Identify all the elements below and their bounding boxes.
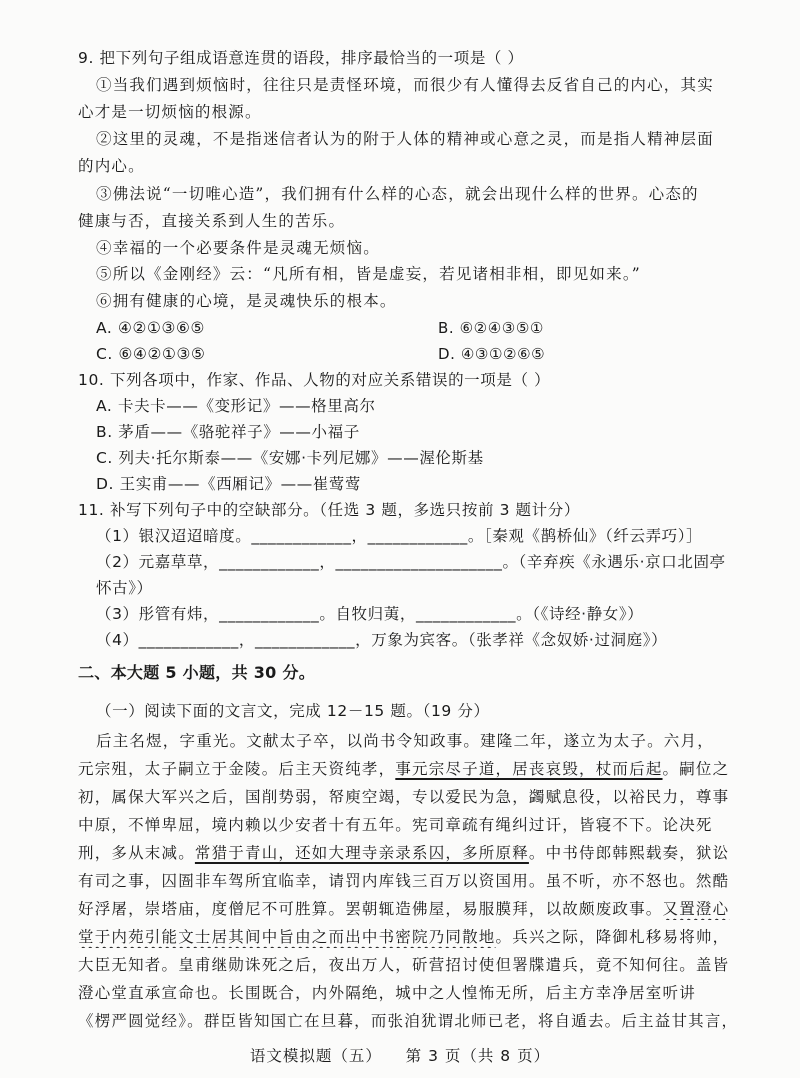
passage-line-1: 后主名煜，字重光。文献太子卒，以尚书令知政事。建隆二年，遂立为太子。六月， [96,732,714,750]
q10-option-d: D. 王实甫——《西厢记》——崔莺莺 [96,475,362,493]
passage-line-3: 初，属保大军兴之后，国削势弱，帑庾空竭，专以爱民为急，蠲赋息役，以裕民力，尊事 [78,788,730,806]
passage-line-5: 刑，多从末减。常猎于青山，还如大理寺亲录系囚，多所原释。中书侍郎韩熙载奏，狱讼 [78,844,730,862]
q9-sentence-3a: ③佛法说“一切唯心造”，我们拥有什么样的心态，就会出现什么样的世界。心态的 [96,185,699,203]
page-footer [0,1044,800,1066]
section-2-subtitle: （一）阅读下面的文言文，完成 12－15 题。（19 分） [96,702,490,720]
section-2-title: 二、本大题 5 小题，共 30 分。 [78,663,316,682]
q10-option-a: A. 卡夫卡——《变形记》——格里高尔 [96,397,376,415]
q9-sentence-2a: ②这里的灵魂，不是指迷信者认为的附于人体的精神或心意之灵，而是指人精神层面 [96,130,714,148]
q9-stem: 9. 把下列句子组成语意连贯的语段，排序最恰当的一项是（ ） [78,49,524,67]
passage-line-4: 中原，不惮卑屈，境内赖以少安者十有五年。宪司章疏有绳纠过讦，皆寝不下。论决死 [78,816,713,834]
q11-stem: 11. 补写下列句子中的空缺部分。（任选 3 题，多选只按前 3 题计分） [78,501,580,519]
passage-wavy-underline-a: 又置澄心 [662,900,730,918]
q11-item-1: （1）银汉迢迢暗度。____________，____________。［秦观《鹊桥仙》（纤云弄巧）］ [96,527,703,545]
q9-option-a: A. ④②①③⑥⑤ [96,319,205,337]
q9-sentence-6: ⑥拥有健康的心境，是灵魂快乐的根本。 [96,292,397,310]
passage-line-10: 澄心堂直承宣命也。长围既合，内外隔绝，城中之人惶怖无所，后主方幸净居室听讲 [78,984,696,1002]
q9-option-d: D. ④③①②⑥⑤ [438,345,546,363]
q9-sentence-1a: ①当我们遇到烦恼时，往往只是责怪环境，而很少有人懂得去反省自己的内心，其实 [96,76,714,94]
q11-item-3: （3）彤管有炜，____________。自牧归荑，____________。（《诗经·静女》） [96,605,644,623]
passage-line-7: 好浮屠，崇塔庙，度僧尼不可胜算。罢朝辄造佛屋，易服膜拜，以故颇废政事。又置澄心 [78,900,730,918]
q9-option-c: C. ⑥④②①③⑤ [96,345,206,363]
passage-line-9: 大臣无知者。皇甫继勋诛死之后，夜出万人，斫营招讨使但署牒遣兵，竟不知何往。盖皆 [78,956,730,974]
q9-sentence-3b: 健康与否，直接关系到人生的苦乐。 [78,212,346,230]
passage-underline-1: 事元宗尽子道，居丧哀毁，杖而后起 [395,760,663,778]
passage-wavy-underline-b: 堂于内苑引能文士居其间中旨由之而出中书密院乃同散地 [78,928,496,946]
q11-item-4: （4）____________，____________，万象为宾客。（张孝祥《念奴娇·过洞庭》） [96,631,668,649]
passage-underline-2: 常猎于青山，还如大理寺亲录系囚，多所原释 [194,844,529,862]
passage-line-11: 《楞严圆觉经》。群臣皆知国亡在旦暮，而张洎犹谓北师已老，将自遁去。后主益甘其言， [78,1012,738,1030]
q10-stem: 10. 下列各项中，作家、作品、人物的对应关系错误的一项是（ ） [78,371,551,389]
q9-sentence-2b: 的内心。 [78,157,145,175]
passage-line-8: 堂于内苑引能文士居其间中旨由之而出中书密院乃同散地。兵兴之际，降御札移易将帅， [78,928,730,946]
q11-item-2a: （2）元嘉草草，____________，____________________。（辛弃疾《永遇乐·京口北固亭 [96,553,726,571]
passage-line-2: 元宗殂，太子嗣立于金陵。后主天资纯孝，事元宗尽子道，居丧哀毁，杖而后起。嗣位之 [78,760,730,778]
footer-subject: 语文模拟题（五） [249,1047,382,1065]
q9-sentence-1b: 心才是一切烦恼的根源。 [78,103,262,121]
q10-option-c: C. 列夫·托尔斯泰——《安娜·卡列尼娜》——渥伦斯基 [96,449,484,467]
q9-sentence-5: ⑤所以《金刚经》云：“凡所有相，皆是虚妄，若见诸相非相，即见如来。” [96,265,641,283]
q11-item-2b: 怀古》） [96,579,153,597]
q9-option-b: B. ⑥②④③⑤① [438,319,544,337]
passage-line-6: 有司之事，囚圄非车驾所宜临幸，请罚内库钱三百万以资国用。虽不听，亦不怒也。然酷 [78,872,730,890]
q10-option-b: B. 茅盾——《骆驼祥子》——小福子 [96,423,360,441]
footer-page-number: 第 3 页（共 8 页） [405,1047,551,1065]
q9-sentence-4: ④幸福的一个必要条件是灵魂无烦恼。 [96,239,380,257]
